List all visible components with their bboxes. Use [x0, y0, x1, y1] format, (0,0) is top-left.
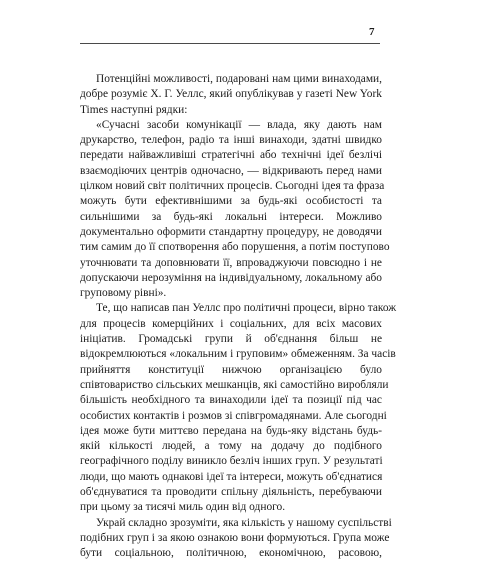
text-line: Потенційні можливості, подаровані нам цими винаходами,	[96, 73, 382, 85]
text-line: об'єднуватися та проводити спільну діяльність, перебуваючи	[80, 486, 382, 499]
text-line: люди, що мають однакові ідеї та інтереси, можуть об'єднатися	[80, 470, 383, 483]
text-line: при цьому за тисячі миль один від одного.	[80, 501, 286, 514]
text-line: передати найважливіші стратегічні або технічні ідеї безлічі	[80, 149, 382, 162]
text-line: відокремлюються «локальним і груповим» обмеженням. За часів	[80, 348, 396, 361]
text-line: прийняття конституції нижчою організацією було	[80, 363, 382, 376]
text-line: «Сучасні засоби комунікації — влада, яку дають нам	[96, 118, 382, 131]
text-line: допускаючи нерозуміння на індивідуальному, локальному або	[80, 271, 382, 284]
text-line: Украй складно зрозуміти, яка кількість у нашому суспільстві	[96, 516, 392, 529]
text-line: більшість необхідного та винаходили ідеї та позиції під час	[80, 394, 382, 407]
text-line: тим самим до її спотворення або порушення, а потім поступово	[80, 241, 390, 254]
text-line: для процесів комерційних і соціальних, для всіх масових	[80, 317, 382, 330]
text-line: взаємодіючих центрів одночасно, — відкривають перед нами	[80, 164, 382, 177]
text-line: груповому рівні».	[80, 287, 167, 300]
paragraph-groups	[80, 516, 392, 562]
text-line: ініціатив. Громадські групи й об'єднання більш не	[80, 333, 382, 346]
text-line: цілком новий світ політичних процесів. Сьогодні ідея та фраза	[80, 180, 385, 193]
text-line: документально оформити стандартну процедуру, не доводячи	[80, 225, 382, 238]
page-number: 7	[369, 26, 375, 38]
text-line: ідея може бути миттєво передана на будь-яку відстань будь-	[80, 424, 382, 437]
header-rule	[80, 43, 380, 44]
text-line: Те, що написав пан Уеллс про політичні процеси, вірно також	[96, 302, 397, 315]
text-line: друкарство, телефон, радіо та інші винаходи, здатні швидко	[80, 134, 382, 147]
text-line: уточнювати та доповнювати її, впроваджуючи повсюдно і не	[80, 256, 382, 269]
text-line: Times наступні рядки:	[80, 103, 188, 116]
text-line: співтовариство сільських мешканців, які самостійно виробляли	[80, 378, 389, 391]
text-line: добре розуміє Х. Г. Уеллс, який опублікував у газеті New York	[80, 88, 382, 101]
text-line: бути соціальною, політичною, економічною, расовою,	[80, 547, 382, 560]
paragraph-intro	[80, 72, 382, 118]
page-body	[80, 72, 397, 562]
text-line: подібних груп і за якою ознакою вони формуються. Група може	[80, 531, 390, 544]
text-line: якій кількості людей, а тому на додачу до подібного	[80, 440, 382, 453]
text-line: сильнішими за будь-які локальні інтереси. Можливо	[80, 210, 382, 223]
text-line: особистих контактів і розмов зі співгромадянами. Але сьогодні	[80, 409, 387, 422]
text-line: географічного поділу виникло безліч інших груп. У результаті	[80, 455, 383, 468]
text-line: можуть бути ефективнішими за будь-які особистості та	[80, 195, 382, 208]
paragraph-wells	[80, 301, 397, 515]
paragraph-quote	[80, 118, 390, 302]
